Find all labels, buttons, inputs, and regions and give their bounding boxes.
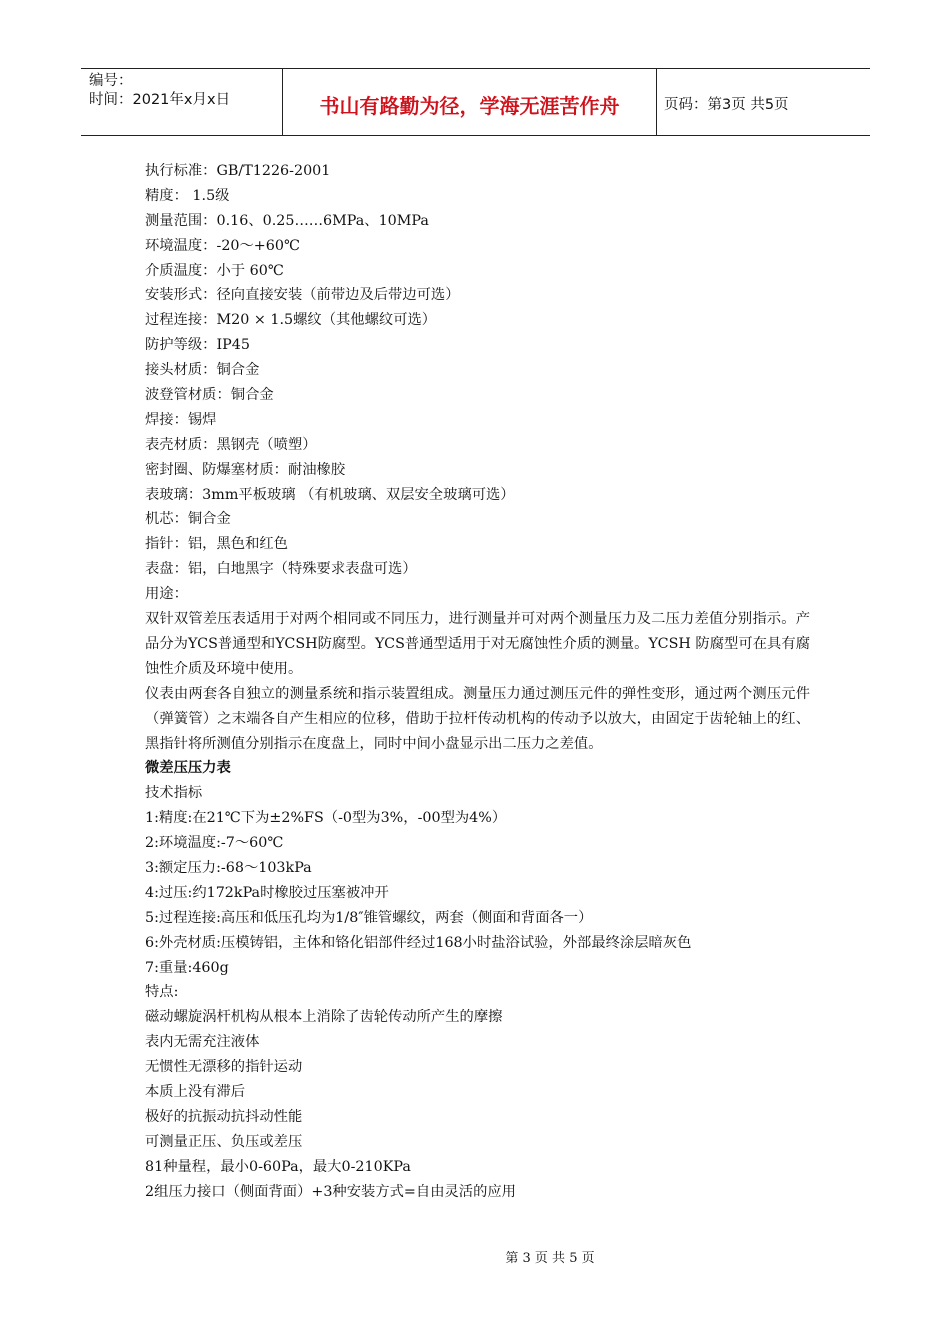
spec-line: 波登管材质：铜合金 [145, 387, 274, 404]
spec-line: 4:过压:约172kPa时橡胶过压塞被冲开 [145, 884, 389, 901]
feature-line: 极好的抗振动抗抖动性能 [145, 1108, 303, 1125]
structure-paragraph: 仪表由两套各自独立的测量系统和指示装置组成。测量压力通过测压元件的弹性变形，通过两个测压元件（弹簧管）之末端各自产生相应的位移，借助于拉杆传动机构的传动予以放大，由固定于齿轮轴上的红、黑指针将所测值分别指示在度盘上，同时中间小盘显示出二压力之差值。 [145, 685, 810, 752]
usage-heading: 用途： [145, 586, 188, 603]
header-page-number: 页码：第3页 共5页 [664, 96, 789, 113]
features-heading: 特点: [145, 984, 179, 1001]
page-header [81, 68, 870, 136]
feature-line: 本质上没有滞后 [145, 1084, 246, 1101]
usage-paragraph: 双针双管差压表适用于对两个相同或不同压力，进行测量并可对两个测量压力及二压力差值分别指示。产品分为YCS普通型和YCSH防腐型。YCS普通型适用于对无腐蚀性介质的测量。YCSH 防腐型可在具有腐蚀性介质及环境中使用。 [145, 611, 810, 677]
spec-line: 表盘：铝，白地黑字（特殊要求表盘可选） [145, 561, 417, 578]
spec-line: 执行标准：GB/T1226-2001 [145, 163, 331, 179]
spec-line: 表玻璃：3mm平板玻璃 （有机玻璃、双层安全玻璃可选） [145, 486, 515, 503]
header-meta [81, 69, 283, 135]
feature-line: 磁动螺旋涡杆机构从根本上消除了齿轮传动所产生的摩擦 [145, 1009, 503, 1026]
feature-line: 无惯性无漂移的指针运动 [145, 1059, 303, 1076]
section-title: 微差压压力表 [145, 760, 231, 777]
feature-line: 81种量程，最小0-60Pa，最大0-210KPa [145, 1158, 411, 1175]
feature-line: 表内无需充注液体 [145, 1034, 260, 1051]
document-body [145, 159, 810, 1205]
spec-line: 机芯：铜合金 [145, 511, 231, 528]
spec-line: 2:环境温度:-7～60℃ [145, 835, 284, 852]
spec-line: 3:额定压力:-68～103kPa [145, 860, 312, 877]
spec-line: 技术指标 [145, 785, 203, 802]
spec-line: 环境温度：-20～+60℃ [145, 237, 300, 254]
spec-line: 防护等级：IP45 [145, 337, 250, 354]
spec-line: 介质温度：小于 60℃ [145, 262, 284, 279]
document-time: 时间：2021年x月x日 [89, 92, 231, 108]
spec-line: 6:外壳材质:压模铸铝，主体和铬化铝部件经过168小时盐浴试验，外部最终涂层暗灰色 [145, 934, 692, 951]
spec-line: 1:精度:在21℃下为±2%FS（-0型为3%，-00型为4%） [145, 810, 507, 827]
spec-line: 表壳材质：黑钢壳（喷塑） [145, 436, 317, 453]
feature-line: 可测量正压、负压或差压 [145, 1133, 303, 1150]
spec-line: 5:过程连接:高压和低压孔均为1/8″锥管螺纹，两套（侧面和背面各一） [145, 909, 593, 926]
spec-line: 安装形式：径向直接安装（前带边及后带边可选） [145, 287, 460, 304]
spec-line: 7:重量:460g [145, 959, 229, 976]
document-number: 编号： [89, 73, 133, 89]
feature-line: 2组压力接口（侧面背面）+3种安装方式=自由灵活的应用 [145, 1183, 516, 1200]
spec-line: 过程连接：M20 × 1.5螺纹（其他螺纹可选） [145, 312, 437, 329]
header-motto: 书山有路勤为径，学海无涯苦作舟 [283, 69, 657, 135]
spec-line: 焊接：锡焊 [145, 411, 217, 428]
spec-line: 密封圈、防爆塞材质：耐油橡胶 [145, 461, 346, 478]
page-footer: 第 3 页 共 5 页 [505, 1251, 595, 1266]
spec-line: 接头材质：铜合金 [145, 362, 260, 379]
spec-line: 指针：铝，黑色和红色 [145, 536, 288, 553]
spec-line: 测量范围：0.16、0.25……6MPa、10MPa [145, 212, 429, 229]
spec-line: 精度： 1.5级 [145, 187, 230, 204]
